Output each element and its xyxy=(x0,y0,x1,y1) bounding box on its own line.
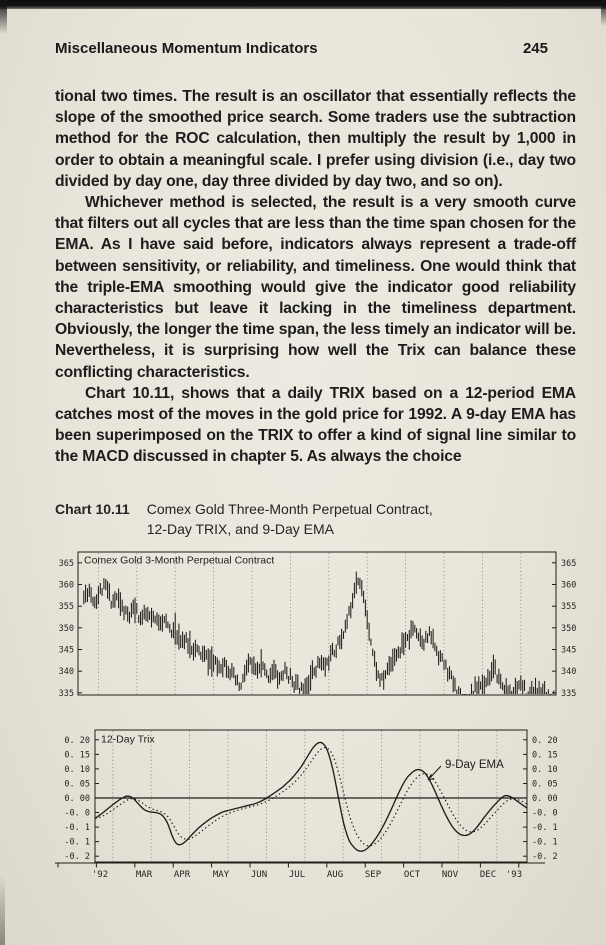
price-ytick-label-right: 350 xyxy=(561,623,577,634)
month-label: DEC xyxy=(479,870,497,880)
price-ytick-label-right: 335 xyxy=(561,688,577,699)
price-ytick-label-right: 365 xyxy=(561,558,577,569)
chapter-title: Miscellaneous Momentum Indicators xyxy=(55,40,318,57)
trix-panel-title: 12-Day Trix xyxy=(101,733,155,746)
page-number: 245 xyxy=(522,40,548,57)
price-panel-title: Comex Gold 3-Month Perpetual Contract xyxy=(84,554,275,567)
price-ytick-label-right: 355 xyxy=(561,602,577,613)
price-ytick-label-left: 340 xyxy=(58,667,74,678)
month-label: JUN xyxy=(250,870,268,880)
trix-ytick-label-left: -0. 2 xyxy=(64,852,90,863)
price-gridlines xyxy=(98,553,520,694)
trix-ytick-label-right: 0. 00 xyxy=(532,794,558,804)
ema-annotation-arrow xyxy=(428,766,441,780)
month-axis xyxy=(55,863,545,880)
month-label: OCT xyxy=(403,870,421,880)
month-label: NOV xyxy=(441,870,459,880)
trix-ytick-label-left: 0. 10 xyxy=(64,764,90,775)
month-label: MAY xyxy=(212,870,230,880)
trix-gridlines xyxy=(113,731,497,861)
ema-annotation-label: 9-Day EMA xyxy=(445,759,504,771)
trix-ytick-label-left: -0. 1 xyxy=(64,837,90,848)
price-ytick-label-right: 345 xyxy=(561,645,577,656)
month-label: JUL xyxy=(288,870,306,880)
month-label: SEP xyxy=(364,870,382,880)
price-frame xyxy=(78,552,556,695)
trix-ytick-label-right: -0. 1 xyxy=(532,823,558,834)
price-ytick-label-left: 335 xyxy=(58,688,74,699)
trix-ytick-label-left: 0. 00 xyxy=(64,794,90,804)
chart-caption-label: Chart 10.11 xyxy=(55,501,130,517)
price-ytick-label-left: 350 xyxy=(58,623,74,634)
trix-ytick-label-right: 0. 15 xyxy=(532,750,558,761)
price-ytick-label-left: 355 xyxy=(58,602,74,613)
price-bars xyxy=(84,572,554,700)
chart-caption-line1: Comex Gold Three-Month Perpetual Contract, xyxy=(146,501,433,517)
price-ytick-label-left: 365 xyxy=(58,558,74,569)
trix-ytick-label-right: 0. 05 xyxy=(532,779,558,790)
trix-ytick-label-right: -0. 2 xyxy=(532,852,558,863)
paragraph: Whichever method is selected, the result is a very smooth curve that filters out all cycles that are less than the time span chosen for the EMA. As I have said before, indicators always represent a trade-off between sensitivity, or reliability, and timeliness. One would think that the triple-EMA smoothing would give the indicator good reliability characteristics but leave it lacking in the timeliness department. Obviously, the longer the time span, the less timely an indicator will be. Nevertheless, it is surprising how well the Trix can balance these conflicting characteristics. xyxy=(55,194,576,381)
month-label: AUG xyxy=(326,870,344,880)
month-label: '92 xyxy=(91,870,109,880)
trix-ytick-label-left: 0. 20 xyxy=(64,735,90,746)
price-panel xyxy=(59,552,577,700)
price-ytick-label-left: 345 xyxy=(58,645,74,656)
month-label: MAR xyxy=(135,870,153,880)
price-ytick-label-right: 340 xyxy=(561,667,577,678)
ema-annotation xyxy=(428,759,504,780)
trix-ytick-label-right: 0. 20 xyxy=(532,735,558,746)
trix-ytick-label-right: 0. 10 xyxy=(532,764,558,775)
trix-ytick-label-right: -0. 0 xyxy=(532,808,558,819)
month-label: '93 xyxy=(505,870,523,880)
trix-ytick-label-left: 0. 15 xyxy=(64,750,90,761)
paragraph: tional two times. The result is an oscillator that essentially reflects the slope of the smoothed price search. Some traders use the subtraction method for the ROC calculation, then multiply the result by 1,000 in order to obtain a meaningful scale. I prefer using division (i.e., day two divided by day one, day three divided by day two, and so on). xyxy=(55,88,576,190)
trix-ytick-label-left: 0. 05 xyxy=(64,779,90,790)
trix-ytick-label-left: -0. 1 xyxy=(64,823,90,834)
price-ytick-label-right: 360 xyxy=(561,580,577,591)
trix-ytick-label-left: -0. 0 xyxy=(64,808,90,819)
paragraph: Chart 10.11, shows that a daily TRIX based on a 12-period EMA catches most of the moves in the gold price for 1992. A 9-day EMA has been superimposed on the TRIX to offer a kind of signal line similar to the MACD discussed in chapter 5. As always the choice xyxy=(55,384,576,466)
trix-ytick-label-right: -0. 1 xyxy=(532,837,558,848)
month-label: APR xyxy=(173,870,191,880)
price-ytick-label-left: 360 xyxy=(58,580,74,591)
chart-caption-line2: 12-Day TRIX, and 9-Day EMA xyxy=(146,521,334,537)
trix-panel xyxy=(64,730,557,862)
